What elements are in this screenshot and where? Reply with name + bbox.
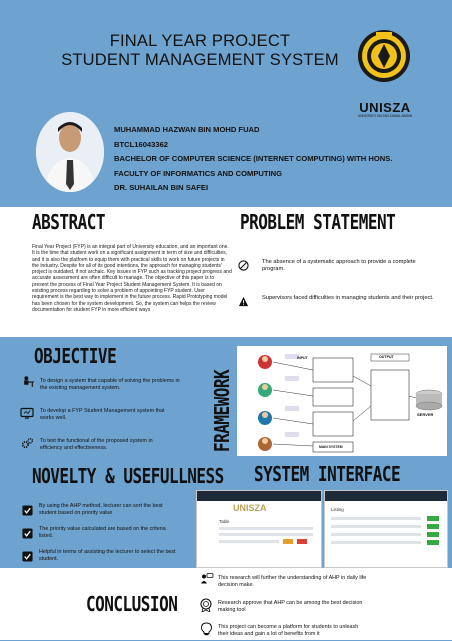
- problem-heading: PROBLEM STATEMENT: [240, 210, 396, 234]
- discussion-icon: [200, 572, 214, 590]
- author-faculty: FACULTY OF INFORMATICS AND COMPUTING: [114, 168, 283, 178]
- author-name: MUHAMMAD HAZWAN BIN MOHD FUAD: [114, 125, 260, 134]
- novelty-item-1: By using the AHP method, lecturer can sort the best student based on priority value: [39, 503, 163, 517]
- title-line-1: FINAL YEAR PROJECT: [109, 32, 291, 50]
- screenshot-2-action-button: [427, 532, 439, 537]
- screenshot-2-row: [331, 533, 421, 536]
- abstract-heading: ABSTRACT: [32, 210, 106, 234]
- screenshot-1-badge: [283, 539, 293, 544]
- lightbulb-icon: [200, 622, 213, 641]
- screenshot-2-action-button: [427, 524, 439, 529]
- interface-screenshot-2: [324, 490, 448, 568]
- framework-output-label: OUTPUT: [379, 355, 394, 359]
- screenshot-2-title: Listing: [331, 507, 344, 512]
- screenshot-2-action-button: [427, 516, 439, 521]
- framework-input-label: INPUT: [297, 356, 308, 360]
- checkbox-icon: [22, 503, 33, 521]
- warning-icon: [238, 294, 249, 312]
- poster-title: [0, 32, 400, 70]
- screenshot-1-brand: UNISZA: [233, 503, 267, 513]
- conclusion-item-2: Research approve that AHP can be among the best decision making tool: [218, 600, 363, 614]
- objective-item-2: To develop a FYP Student Management system that works well.: [40, 408, 165, 422]
- novelty-item-2: The priority value calculated are based on the criteria listed.: [39, 526, 166, 540]
- author-photo: [36, 112, 104, 192]
- gears-icon: [21, 437, 34, 455]
- interface-screenshot-1: [196, 490, 322, 568]
- screenshot-1-row: [219, 527, 313, 530]
- university-logo-subtext: UNIVERSITI SULTAN ZAINAL ABIDIN: [357, 114, 413, 118]
- monitor-icon: [20, 407, 34, 425]
- novelty-heading: NOVELTY & USEFULLNESS: [32, 464, 224, 488]
- interface-heading: SYSTEM INTERFACE: [254, 462, 401, 486]
- problem-item-2: Supervisors faced difficulties in managing students and their project.: [262, 295, 434, 301]
- screenshot-2-row: [331, 541, 421, 544]
- framework-diagram: [237, 346, 447, 456]
- screenshot-2-row: [331, 525, 421, 528]
- award-icon: [199, 598, 213, 617]
- problem-item-1: The absence of a systematic approach to provide a complete program.: [262, 259, 416, 273]
- novelty-item-3: Helpful in terms of assisting the lecturer to select the best student.: [39, 549, 176, 563]
- abstract-body: Final Year Project (FYP) is an integral part of University education, and an important one. It is the time that student work on a significant assignment in term of size and difficulties, and it is also the platform to equip them with practical skills to work on future projects in the industry. Despite for all of its good intentions, the approach for managing students' project is outdated, if not archaic. Key issues in FYP such as tracking project progress and accurate assessment are often difficult to manage. The objective of this paper is to present the process of Final Year Project Student Management System. It is based on existing process regarding to solve a problem of appointing FYP student. User requirement is the best way to implement in the future process. Rapid Prototyping model has been chosen for the system development. So, the system can helps the review documentation for student FYP in more efficient ways: [32, 244, 232, 313]
- objective-item-3: To test the functional of the proposed system in efficiency and effectiveness.: [40, 438, 153, 452]
- no-entry-icon: [238, 258, 249, 276]
- framework-heading: FRAMEWORK: [210, 369, 234, 452]
- framework-main-system-label: MAIN SYSTEM: [319, 445, 343, 449]
- screenshot-2-action-button: [427, 540, 439, 545]
- screenshot-2-row: [331, 517, 421, 520]
- screenshot-1-row: [219, 540, 279, 543]
- screenshot-1-delete-button: [297, 539, 307, 544]
- screenshot-1-row: [219, 533, 313, 536]
- conclusion-item-1: This research will further the understanding of AHP in daily life decision make.: [218, 575, 367, 589]
- screenshot-1-title: Table: [219, 519, 230, 524]
- screenshot-1-topbar: [197, 491, 321, 501]
- author-supervisor: DR. SUHAILAN BIN SAFEI: [114, 183, 209, 192]
- framework-heading-wrap: [210, 348, 232, 458]
- university-logo-text: UNISZA: [359, 100, 411, 115]
- conclusion-heading: CONCLUSION: [86, 592, 178, 616]
- desk-person-icon: [22, 375, 35, 393]
- title-line-2: STUDENT MANAGEMENT SYSTEM: [61, 51, 339, 69]
- framework-server-label: SERVER: [417, 412, 434, 417]
- author-info: [114, 123, 392, 196]
- objective-item-1: To design a system that capable of solving the problems in the existing management system.: [40, 378, 180, 392]
- objective-heading: OBJECTIVE: [34, 344, 117, 368]
- screenshot-2-topbar: [325, 491, 447, 501]
- author-program: BACHELOR OF COMPUTER SCIENCE (INTERNET COMPUTING) WITH HONS.: [114, 154, 393, 163]
- author-id: BTCL16043362: [114, 139, 169, 149]
- checkbox-icon: [22, 526, 33, 544]
- checkbox-icon: [22, 549, 33, 567]
- conclusion-item-3: This project can become a platform for students to unleash their ideas and gain a lot of benefits from it: [218, 624, 359, 638]
